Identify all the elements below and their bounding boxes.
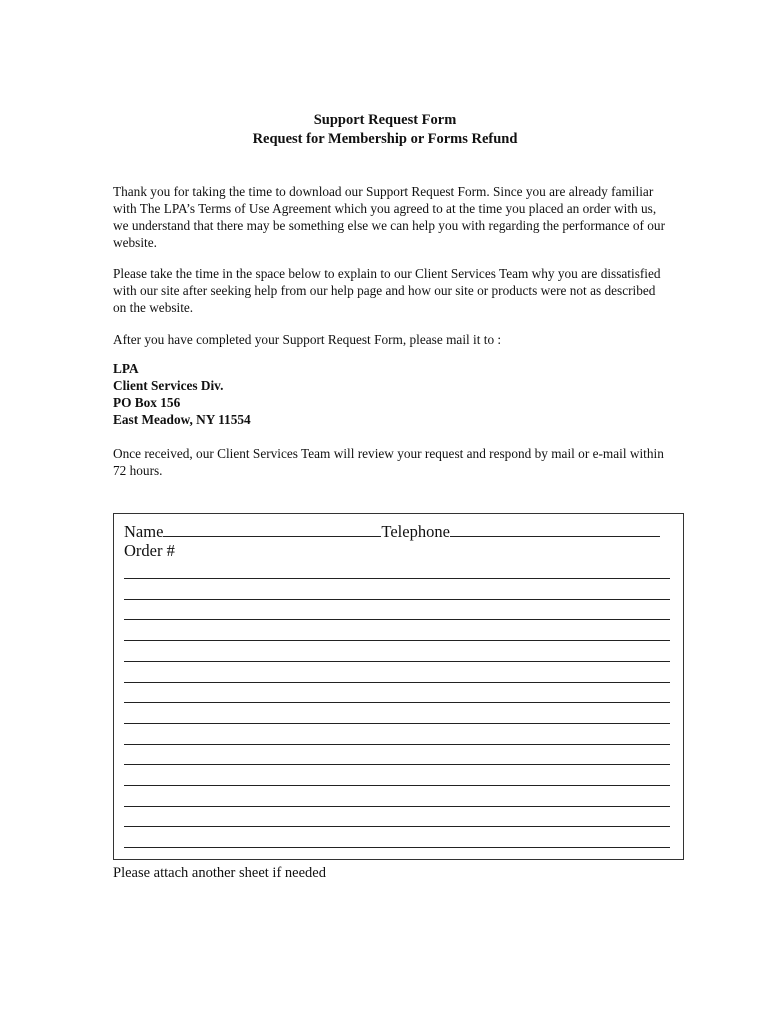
writing-line[interactable] bbox=[124, 599, 670, 600]
mailing-address bbox=[113, 360, 251, 428]
address-line: Client Services Div. bbox=[113, 378, 224, 393]
response-line: Once received, our Client Services Team will review your request and respond by mail or e-mail within bbox=[113, 446, 664, 461]
writing-line[interactable] bbox=[124, 764, 670, 765]
address-line: East Meadow, NY 11554 bbox=[113, 412, 251, 427]
explain-paragraph bbox=[113, 265, 703, 316]
response-paragraph bbox=[113, 445, 703, 479]
form-subtitle: Request for Membership or Forms Refund bbox=[252, 131, 518, 147]
writing-line[interactable] bbox=[124, 723, 670, 724]
address-line: PO Box 156 bbox=[113, 395, 181, 410]
intro-line: we understand that there may be something else we can help you with regarding the performance of our bbox=[113, 218, 665, 233]
writing-line[interactable] bbox=[124, 744, 670, 745]
explain-line: on the website. bbox=[113, 300, 194, 315]
writing-line[interactable] bbox=[124, 661, 670, 662]
address-line: LPA bbox=[113, 361, 139, 376]
order-label: Order # bbox=[124, 541, 175, 560]
response-line: 72 hours. bbox=[113, 463, 163, 478]
explain-line: Please take the time in the space below to explain to our Client Services Team why you are dissatisfied bbox=[113, 266, 661, 281]
intro-line: website. bbox=[113, 235, 157, 250]
mail-instruction bbox=[113, 331, 703, 348]
writing-line[interactable] bbox=[124, 826, 670, 827]
writing-line[interactable] bbox=[124, 682, 670, 683]
writing-line[interactable] bbox=[124, 806, 670, 807]
writing-line[interactable] bbox=[124, 847, 670, 848]
intro-line: with The LPA’s Terms of Use Agreement which you agreed to at the time you placed an order with us, bbox=[113, 201, 657, 216]
writing-line[interactable] bbox=[124, 785, 670, 786]
form-title: Support Request Form bbox=[313, 112, 457, 128]
intro-line: Thank you for taking the time to download our Support Request Form. Since you are already familiar bbox=[113, 184, 654, 199]
explain-line: with our site after seeking help from our help page and how our site or products were not as described bbox=[113, 283, 656, 298]
writing-line[interactable] bbox=[124, 578, 670, 579]
name-telephone-row bbox=[124, 520, 660, 542]
intro-paragraph bbox=[113, 183, 703, 251]
attach-sheet-note: Please attach another sheet if needed bbox=[113, 865, 326, 881]
writing-line[interactable] bbox=[124, 640, 670, 641]
writing-line[interactable] bbox=[124, 702, 670, 703]
name-field[interactable] bbox=[163, 520, 381, 537]
writing-line[interactable] bbox=[124, 619, 670, 620]
telephone-label: Telephone bbox=[381, 522, 450, 541]
name-label: Name bbox=[124, 522, 164, 541]
mail-instruction-line: After you have completed your Support Request Form, please mail it to : bbox=[113, 332, 502, 347]
order-row bbox=[124, 541, 175, 561]
telephone-field[interactable] bbox=[450, 520, 660, 537]
request-form-box bbox=[113, 513, 684, 860]
form-title-block bbox=[0, 111, 770, 149]
